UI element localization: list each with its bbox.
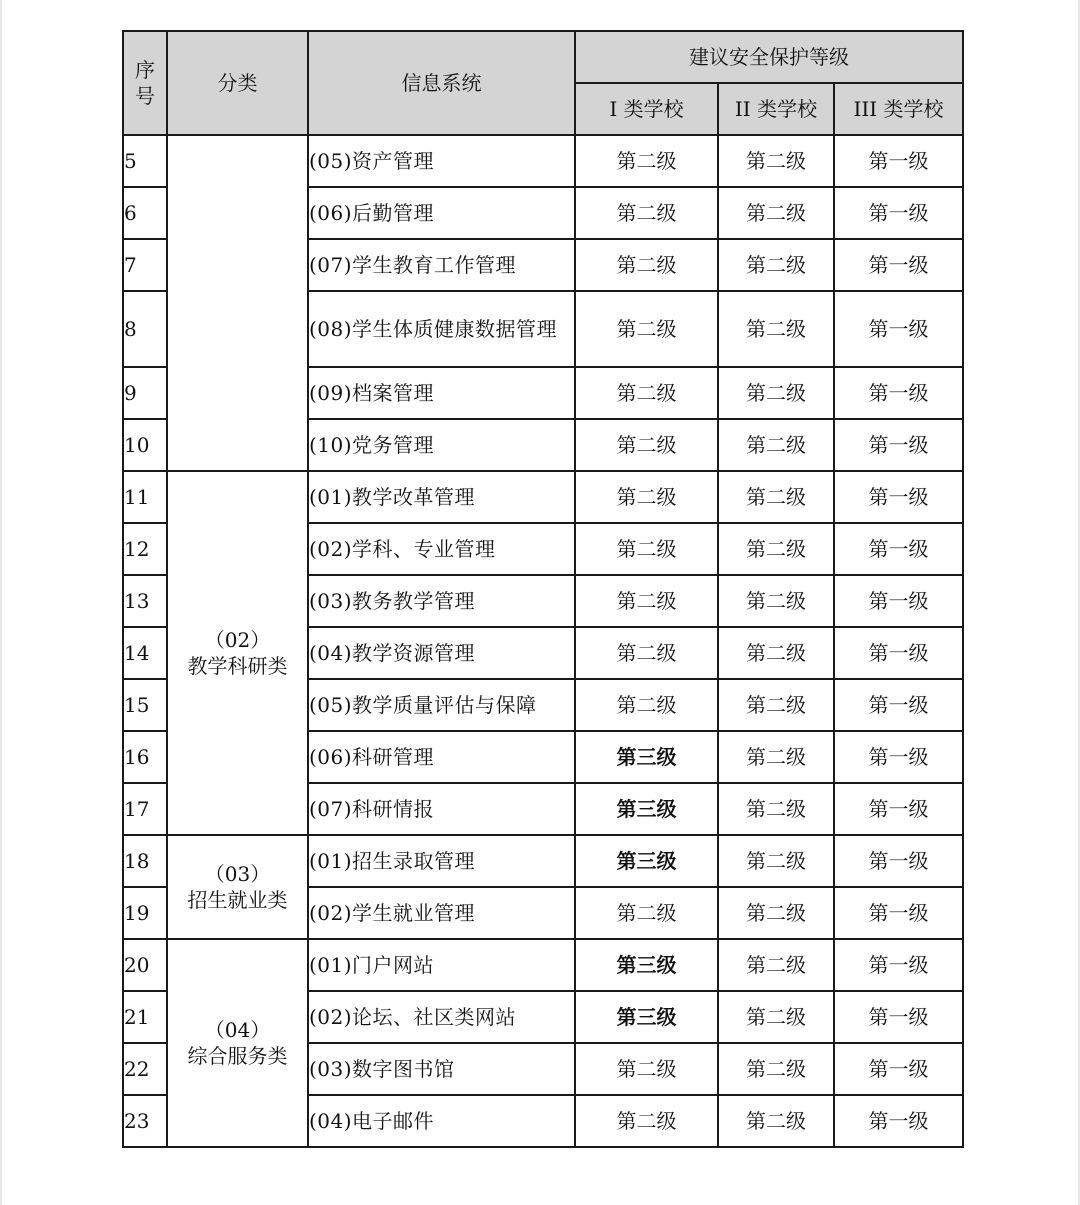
level-school-i: 第二级 bbox=[575, 679, 718, 731]
category-name: 综合服务类 bbox=[187, 1044, 288, 1068]
level-school-i: 第三级 bbox=[575, 731, 718, 783]
system-name: (02)学科、专业管理 bbox=[308, 523, 575, 575]
row-number: 11 bbox=[123, 471, 167, 523]
system-name: (03)数字图书馆 bbox=[308, 1043, 575, 1095]
header-seq-char-1: 序 bbox=[135, 58, 155, 82]
row-number: 20 bbox=[123, 939, 167, 991]
level-school-iii: 第一级 bbox=[834, 135, 963, 187]
row-number: 19 bbox=[123, 887, 167, 939]
level-school-iii: 第一级 bbox=[834, 887, 963, 939]
level-school-iii: 第一级 bbox=[834, 291, 963, 367]
row-number: 23 bbox=[123, 1095, 167, 1147]
level-school-iii: 第一级 bbox=[834, 783, 963, 835]
level-school-i: 第二级 bbox=[575, 187, 718, 239]
category-name: 招生就业类 bbox=[187, 888, 288, 912]
level-school-ii: 第二级 bbox=[718, 1043, 834, 1095]
page-edge-left bbox=[0, 0, 2, 1205]
level-school-i: 第二级 bbox=[575, 523, 718, 575]
level-school-ii: 第二级 bbox=[718, 991, 834, 1043]
system-name: (06)后勤管理 bbox=[308, 187, 575, 239]
system-name: (03)教务教学管理 bbox=[308, 575, 575, 627]
level-school-i: 第三级 bbox=[575, 835, 718, 887]
table-row bbox=[123, 835, 963, 887]
level-school-ii: 第二级 bbox=[718, 291, 834, 367]
level-school-i: 第二级 bbox=[575, 291, 718, 367]
header-seq bbox=[123, 31, 167, 135]
row-number: 21 bbox=[123, 991, 167, 1043]
category-name: 教学科研类 bbox=[187, 654, 288, 678]
level-school-iii: 第一级 bbox=[834, 627, 963, 679]
level-school-iii: 第一级 bbox=[834, 575, 963, 627]
level-school-ii: 第二级 bbox=[718, 679, 834, 731]
level-school-iii: 第一级 bbox=[834, 419, 963, 471]
level-school-i: 第二级 bbox=[575, 887, 718, 939]
level-school-ii: 第二级 bbox=[718, 627, 834, 679]
level-school-ii: 第二级 bbox=[718, 939, 834, 991]
system-name: (01)招生录取管理 bbox=[308, 835, 575, 887]
level-school-i: 第三级 bbox=[575, 783, 718, 835]
level-school-iii: 第一级 bbox=[834, 1043, 963, 1095]
level-school-ii: 第二级 bbox=[718, 135, 834, 187]
category-code: （02） bbox=[204, 628, 271, 652]
row-number: 16 bbox=[123, 731, 167, 783]
row-number: 10 bbox=[123, 419, 167, 471]
level-school-ii: 第二级 bbox=[718, 239, 834, 291]
level-school-i: 第二级 bbox=[575, 419, 718, 471]
header-system: 信息系统 bbox=[308, 31, 575, 135]
header-school-i: I 类学校 bbox=[575, 83, 718, 135]
level-school-i: 第三级 bbox=[575, 991, 718, 1043]
level-school-i: 第二级 bbox=[575, 1095, 718, 1147]
row-number: 22 bbox=[123, 1043, 167, 1095]
level-school-iii: 第一级 bbox=[834, 523, 963, 575]
level-school-i: 第三级 bbox=[575, 939, 718, 991]
level-school-i: 第二级 bbox=[575, 575, 718, 627]
category-code: （04） bbox=[204, 1018, 271, 1042]
level-school-i: 第二级 bbox=[575, 367, 718, 419]
level-school-i: 第二级 bbox=[575, 239, 718, 291]
system-name: (07)学生教育工作管理 bbox=[308, 239, 575, 291]
header-school-ii: II 类学校 bbox=[718, 83, 834, 135]
level-school-ii: 第二级 bbox=[718, 783, 834, 835]
system-name: (02)论坛、社区类网站 bbox=[308, 991, 575, 1043]
level-school-i: 第二级 bbox=[575, 627, 718, 679]
system-name: (05)教学质量评估与保障 bbox=[308, 679, 575, 731]
category-cell-03 bbox=[167, 835, 308, 939]
row-number: 8 bbox=[123, 291, 167, 367]
system-name: (04)电子邮件 bbox=[308, 1095, 575, 1147]
category-cell-01-continued bbox=[167, 135, 308, 471]
category-cell-04 bbox=[167, 939, 308, 1147]
row-number: 14 bbox=[123, 627, 167, 679]
level-school-ii: 第二级 bbox=[718, 367, 834, 419]
level-school-iii: 第一级 bbox=[834, 679, 963, 731]
row-number: 17 bbox=[123, 783, 167, 835]
level-school-ii: 第二级 bbox=[718, 575, 834, 627]
table-row bbox=[123, 939, 963, 991]
level-school-ii: 第二级 bbox=[718, 471, 834, 523]
level-school-ii: 第二级 bbox=[718, 523, 834, 575]
row-number: 18 bbox=[123, 835, 167, 887]
system-name: (09)档案管理 bbox=[308, 367, 575, 419]
row-number: 13 bbox=[123, 575, 167, 627]
header-school-iii: III 类学校 bbox=[834, 83, 963, 135]
level-school-iii: 第一级 bbox=[834, 367, 963, 419]
level-school-iii: 第一级 bbox=[834, 991, 963, 1043]
system-name: (02)学生就业管理 bbox=[308, 887, 575, 939]
level-school-ii: 第二级 bbox=[718, 887, 834, 939]
security-level-table bbox=[122, 30, 964, 1148]
level-school-iii: 第一级 bbox=[834, 187, 963, 239]
level-school-ii: 第二级 bbox=[718, 731, 834, 783]
row-number: 7 bbox=[123, 239, 167, 291]
row-number: 12 bbox=[123, 523, 167, 575]
level-school-iii: 第一级 bbox=[834, 731, 963, 783]
system-name: (07)科研情报 bbox=[308, 783, 575, 835]
system-name: (10)党务管理 bbox=[308, 419, 575, 471]
level-school-ii: 第二级 bbox=[718, 187, 834, 239]
level-school-ii: 第二级 bbox=[718, 419, 834, 471]
row-number: 15 bbox=[123, 679, 167, 731]
row-number: 9 bbox=[123, 367, 167, 419]
header-row-1 bbox=[123, 31, 963, 83]
table-row bbox=[123, 471, 963, 523]
header-seq-char-2: 号 bbox=[135, 84, 155, 108]
level-school-ii: 第二级 bbox=[718, 1095, 834, 1147]
system-name: (04)教学资源管理 bbox=[308, 627, 575, 679]
category-cell-02 bbox=[167, 471, 308, 835]
header-level-group: 建议安全保护等级 bbox=[575, 31, 963, 83]
header-category: 分类 bbox=[167, 31, 308, 135]
row-number: 5 bbox=[123, 135, 167, 187]
level-school-ii: 第二级 bbox=[718, 835, 834, 887]
level-school-i: 第二级 bbox=[575, 135, 718, 187]
level-school-iii: 第一级 bbox=[834, 239, 963, 291]
system-name: (01)门户网站 bbox=[308, 939, 575, 991]
category-code: （03） bbox=[204, 862, 271, 886]
level-school-i: 第二级 bbox=[575, 1043, 718, 1095]
system-name: (06)科研管理 bbox=[308, 731, 575, 783]
system-name: (05)资产管理 bbox=[308, 135, 575, 187]
level-school-iii: 第一级 bbox=[834, 471, 963, 523]
level-school-iii: 第一级 bbox=[834, 939, 963, 991]
system-name: (08)学生体质健康数据管理 bbox=[308, 291, 575, 367]
level-school-iii: 第一级 bbox=[834, 1095, 963, 1147]
level-school-iii: 第一级 bbox=[834, 835, 963, 887]
level-school-i: 第二级 bbox=[575, 471, 718, 523]
system-name: (01)教学改革管理 bbox=[308, 471, 575, 523]
table-row bbox=[123, 135, 963, 187]
row-number: 6 bbox=[123, 187, 167, 239]
